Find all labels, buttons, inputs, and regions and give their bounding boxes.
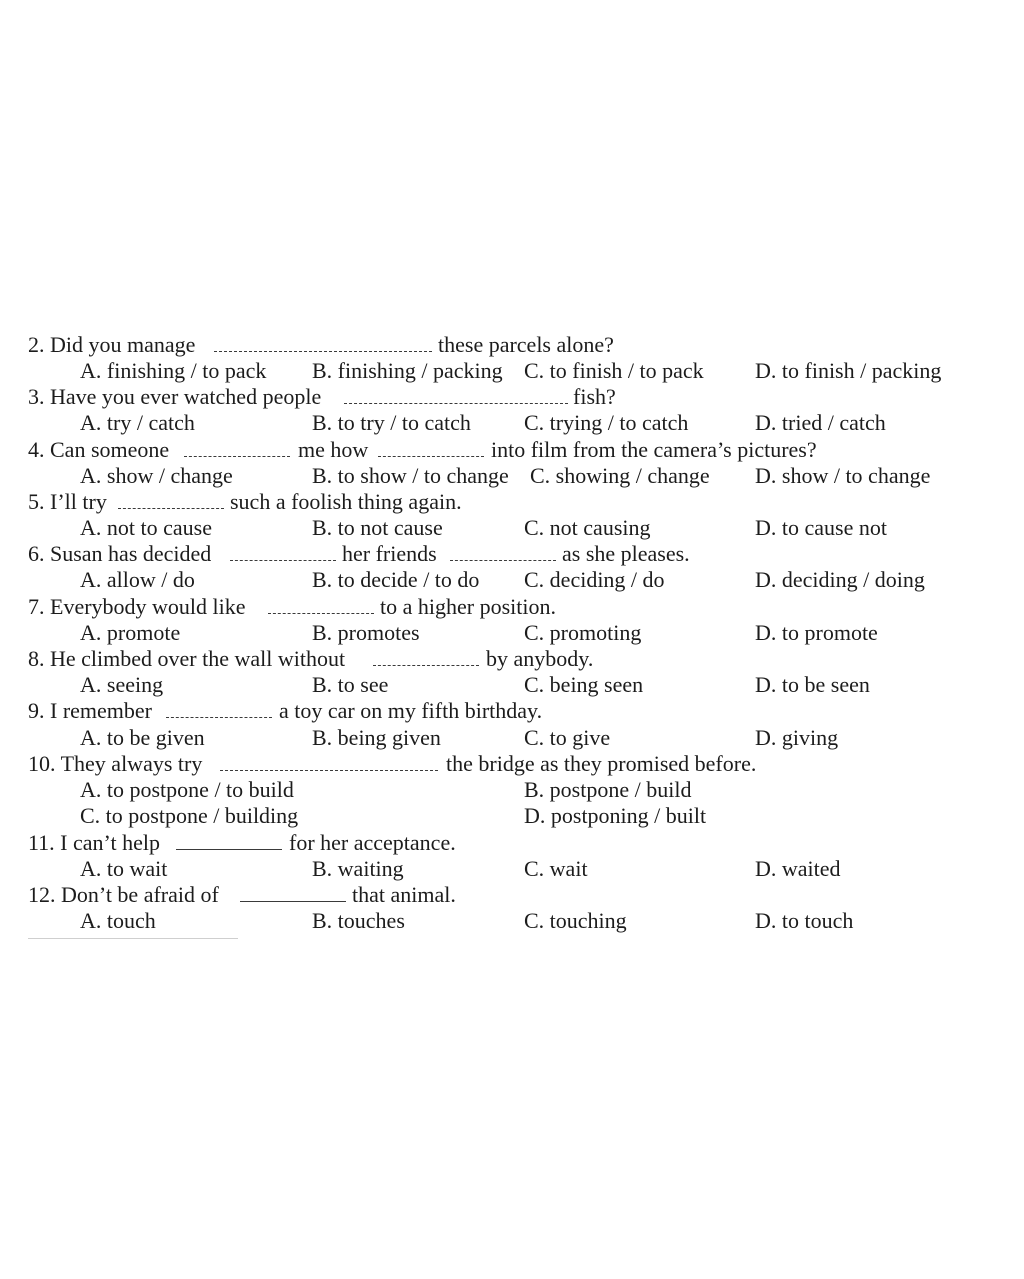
question-10-options-row-1 xyxy=(0,777,1024,803)
option-d: D. to finish / packing xyxy=(755,358,942,383)
question-9-stem xyxy=(0,698,1024,724)
question-10-text-part-2: the bridge as they promised before. xyxy=(446,751,757,776)
question-8-text-part-2: by anybody. xyxy=(486,646,594,671)
question-12-stem xyxy=(0,882,1024,908)
question-5-text-part-2: such a foolish thing again. xyxy=(230,489,462,514)
question-12-text-part-1: 12. Don’t be afraid of xyxy=(28,882,219,907)
question-6-blank-1 xyxy=(230,560,336,561)
option-c: C. trying / to catch xyxy=(524,410,689,435)
option-a: A. to wait xyxy=(80,856,168,881)
question-4-blank-1 xyxy=(184,456,290,457)
question-4-text-part-3: into film from the camera’s pictures? xyxy=(491,437,817,462)
option-b: B. to show / to change xyxy=(312,463,509,488)
option-c: C. wait xyxy=(524,856,588,881)
question-6-text-part-2: her friends xyxy=(342,541,437,566)
question-12-blank-1 xyxy=(240,901,346,902)
question-6-stem xyxy=(0,541,1024,567)
option-c: C. to postpone / building xyxy=(80,803,299,828)
question-7-options xyxy=(0,620,1024,646)
option-d: D. postponing / built xyxy=(524,803,707,828)
option-c: C. not causing xyxy=(524,515,651,540)
option-b: B. waiting xyxy=(312,856,404,881)
question-11-text-part-1: 11. I can’t help xyxy=(28,830,160,855)
question-2-stem xyxy=(0,332,1024,358)
question-3-options xyxy=(0,410,1024,436)
question-4-stem xyxy=(0,437,1024,463)
question-10-blank-1 xyxy=(220,770,438,771)
question-11-text-part-2: for her acceptance. xyxy=(289,830,456,855)
option-b: B. to not cause xyxy=(312,515,443,540)
question-11-options xyxy=(0,856,1024,882)
option-c: C. being seen xyxy=(524,672,644,697)
question-6-blank-2 xyxy=(450,560,556,561)
option-c: C. to give xyxy=(524,725,611,750)
option-c: C. to finish / to pack xyxy=(524,358,704,383)
question-8-text-part-1: 8. He climbed over the wall without xyxy=(28,646,346,671)
option-c: C. promoting xyxy=(524,620,642,645)
question-3-text-part-2: fish? xyxy=(573,384,616,409)
option-d: D. to promote xyxy=(755,620,878,645)
question-2-text-part-1: 2. Did you manage xyxy=(28,332,196,357)
option-b: B. touches xyxy=(312,908,405,933)
option-a: A. seeing xyxy=(80,672,164,697)
option-a: A. not to cause xyxy=(80,515,212,540)
option-b: B. being given xyxy=(312,725,441,750)
option-b: B. to decide / to do xyxy=(312,567,480,592)
question-4-text-part-2: me how xyxy=(298,437,369,462)
question-7-blank-1 xyxy=(268,613,374,614)
question-9-blank-1 xyxy=(166,717,272,718)
question-10-options-row-2 xyxy=(0,803,1024,829)
option-d: D. to touch xyxy=(755,908,854,933)
option-a: A. allow / do xyxy=(80,567,195,592)
question-3-text-part-1: 3. Have you ever watched people xyxy=(28,384,322,409)
option-d: D. to be seen xyxy=(755,672,870,697)
question-11-stem xyxy=(0,830,1024,856)
option-c: C. deciding / do xyxy=(524,567,665,592)
option-a: A. touch xyxy=(80,908,156,933)
option-a: A. show / change xyxy=(80,463,233,488)
option-b: B. to try / to catch xyxy=(312,410,471,435)
question-7-stem xyxy=(0,594,1024,620)
question-2-options xyxy=(0,358,1024,384)
question-9-text-part-2: a toy car on my fifth birthday. xyxy=(279,698,543,723)
question-6-text-part-3: as she pleases. xyxy=(562,541,690,566)
option-a: A. try / catch xyxy=(80,410,195,435)
option-b: B. promotes xyxy=(312,620,420,645)
option-c: C. showing / change xyxy=(530,463,710,488)
option-a: A. to postpone / to build xyxy=(80,777,294,802)
question-9-options xyxy=(0,725,1024,751)
option-d: D. deciding / doing xyxy=(755,567,925,592)
question-3-stem xyxy=(0,384,1024,410)
question-5-text-part-1: 5. I’ll try xyxy=(28,489,107,514)
option-c: C. touching xyxy=(524,908,627,933)
option-b: B. postpone / build xyxy=(524,777,692,802)
option-a: A. promote xyxy=(80,620,181,645)
question-2-text-part-2: these parcels alone? xyxy=(438,332,614,357)
option-d: D. show / to change xyxy=(755,463,931,488)
question-6-options xyxy=(0,567,1024,593)
question-7-text-part-1: 7. Everybody would like xyxy=(28,594,246,619)
option-b: B. finishing / packing xyxy=(312,358,503,383)
option-d: D. giving xyxy=(755,725,839,750)
question-4-text-part-1: 4. Can someone xyxy=(28,437,170,462)
question-4-blank-2 xyxy=(378,456,484,457)
question-2-blank-1 xyxy=(214,351,432,352)
question-10-text-part-1: 10. They always try xyxy=(28,751,203,776)
question-8-stem xyxy=(0,646,1024,672)
question-12-options xyxy=(0,908,1024,934)
question-9-text-part-1: 9. I remember xyxy=(28,698,152,723)
question-8-options xyxy=(0,672,1024,698)
question-10-stem xyxy=(0,751,1024,777)
question-6-text-part-1: 6. Susan has decided xyxy=(28,541,212,566)
question-7-text-part-2: to a higher position. xyxy=(380,594,556,619)
faint-line-remnant xyxy=(28,938,238,939)
option-d: D. tried / catch xyxy=(755,410,886,435)
question-5-stem xyxy=(0,489,1024,515)
question-11-blank-1 xyxy=(176,849,282,850)
question-8-blank-1 xyxy=(373,665,479,666)
question-4-options xyxy=(0,463,1024,489)
question-5-options xyxy=(0,515,1024,541)
question-5-blank-1 xyxy=(118,508,224,509)
option-a: A. finishing / to pack xyxy=(80,358,267,383)
option-a: A. to be given xyxy=(80,725,205,750)
question-12-text-part-2: that animal. xyxy=(352,882,456,907)
question-3-blank-1 xyxy=(344,403,568,404)
option-b: B. to see xyxy=(312,672,389,697)
option-d: D. to cause not xyxy=(755,515,887,540)
option-d: D. waited xyxy=(755,856,841,881)
